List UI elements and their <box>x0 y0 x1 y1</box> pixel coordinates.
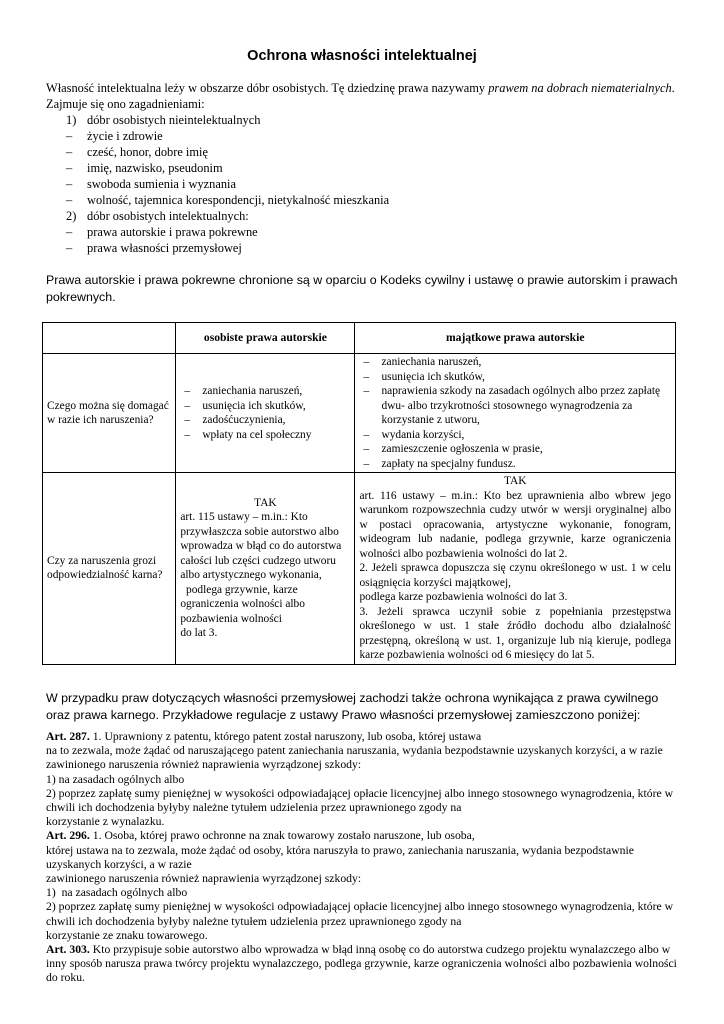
row-question: Czego można się domagać w razie ich naruszenia? <box>43 354 176 473</box>
article-296: Art. 296. 1. Osoba, której prawo ochronne na znak towarowy zostało naruszone, lub osoba, <box>46 829 475 843</box>
article-287: Art. 287. 1. Uprawniony z patentu, którego patent został naruszony, lub osoba, której ustawa <box>46 730 482 743</box>
list-item: – zadośćuczynienia, <box>180 413 350 428</box>
list-item: – wolność, tajemnica korespondencji, nietykalność mieszkania <box>66 193 390 207</box>
list-item: – prawa autorskie i prawa pokrewne <box>66 225 258 239</box>
personal-criminal-cell: TAK art. 115 ustawy – m.in.: Kto przywłaszcza sobie autorstwo albo wprowadza w błąd co do autorstwa całości lub części cudzego utworu albo artystycznego wykonania, podlega grzywnie, karze ograniczenia wolności albo pozbawienia wolności do lat 3. <box>176 473 355 665</box>
property-remedies-cell <box>355 354 676 473</box>
intro-section <box>46 80 678 256</box>
table-row <box>43 473 676 665</box>
emphasis-term: prawem na dobrach niematerialnych <box>488 81 672 95</box>
table-header-row <box>43 323 676 354</box>
intro-paragraph: Własność intelektualna leży w obszarze dóbr osobistych. Tę dziedzinę prawa nazywamy prawem na dobrach niematerialnych. Zajmuje się ono zagadnieniami: <box>46 81 675 111</box>
industrial-property-paragraph: W przypadku praw dotyczących własności przemysłowej zachodzi także ochrona wynikająca z prawa cywilnego oraz prawa karnego. Przykładowe regulacje z ustawy Prawo własności przemysłowej zamieszczono poniżej: <box>46 691 659 722</box>
header-empty-cell <box>43 323 176 354</box>
property-criminal-cell: TAK art. 116 ustawy – m.in.: Kto bez uprawnienia albo wbrew jego warunkom rozpowszechnia cudzy utwór w wersji oryginalnej albo w postaci opracowania, artystyczne wykonanie, fonogram, wideogram lub nadanie, podlega grzywnie, karze ograniczenia wolności albo pozbawienia wolności do lat 2. 2. Jeżeli sprawca dopuszcza się czynu określonego w ust. 1 w celu osiągnięcia korzyści majątkowej, podlega karze pozbawienia wolności do lat 3. 3. Jeżeli sprawca uczynił sobie z popełniania przestępstwa określonego w ust. 1 stałe źródło dochodu albo działalność przestępną, określoną w ust. 1, organizuje lub nią kieruje, podlega karze pozbawienia wolności od 6 miesięcy do lat 5. <box>355 473 676 665</box>
table-row <box>43 354 676 473</box>
list-item: – imię, nazwisko, pseudonim <box>66 161 223 175</box>
copyright-paragraph: Prawa autorskie i prawa pokrewne chronione są w oparciu o Kodeks cywilny i ustawę o prawie autorskim i prawach pokrewnych. <box>46 273 678 304</box>
list-item: – usunięcia ich skutków, <box>180 399 350 414</box>
header-personal-rights: osobiste prawa autorskie <box>176 323 355 354</box>
list-item: – usunięcia ich skutków, <box>359 370 671 385</box>
tak-label: TAK <box>503 475 527 487</box>
list-item: – wpłaty na cel społeczny <box>180 428 350 443</box>
list-item: – cześć, honor, dobre imię <box>66 145 208 159</box>
list-item: – swoboda sumienia i wyznania <box>66 177 236 191</box>
header-property-rights: majątkowe prawa autorskie <box>355 323 676 354</box>
tak-label: TAK <box>254 496 277 509</box>
list-item: – zamieszczenie ogłoszenia w prasie, <box>359 442 671 457</box>
list-item: – wydania korzyści, <box>359 428 671 443</box>
row-question: Czy za naruszenia grozi odpowiedzialność karna? <box>43 473 176 665</box>
list-item: 2) dóbr osobistych intelektualnych: <box>66 209 249 223</box>
list-item: – zaniechania naruszeń, <box>359 355 671 370</box>
personal-remedies-cell <box>176 354 355 473</box>
page-title: Ochrona własności intelektualnej <box>247 48 477 64</box>
list-item: – naprawienia szkody na zasadach ogólnych albo przez zapłatę dwu- albo trzykrotności stosownego wynagrodzenia za korzystanie z utworu, <box>359 384 671 428</box>
article-303: Art. 303. Kto przypisuje sobie autorstwo albo wprowadza w błąd inną osobę co do autorstwa cudzego projektu wynalazczego albo w inny sposób narusza prawa twórcy projektu wynalazczego, podlega grzywnie, karze ograniczenia wolności albo pozbawienia wolności do roku. <box>46 943 677 985</box>
articles-section: Art. 287. 1. Uprawniony z patentu, którego patent został naruszony, lub osoba, której ustawa na to zezwala, może żądać od naruszającego patent zaniechania naruszania, wydania bezpodstawnie uzyskanych korzyści, a w razie zawinionego naruszenia również naprawienia wyrządzonej szkody: 1) na zasadach ogólnych albo 2) poprzez zapłatę sumy pieniężnej w wysokości odpowiadającej opłacie licencyjnej albo innego stosownego wynagrodzenia, które w chwili ich dochodzenia byłyby należne tytułem udzielenia przez uprawnionego zgody na korzystanie z wynalazku. Art. 296. 1. Osoba, której prawo ochronne na znak towarowy zostało naruszone, lub osoba, której ustawa na to zezwala, może żądać od osoby, która naruszyła to prawo, zaniechania naruszania, wydania bezpodstawnie uzyskanych korzyści, a w razie zawinionego naruszenia również naprawienia wyrządzonej szkody: 1) na zasadach ogólnych albo 2) poprzez zapłatę sumy pieniężnej w wysokości odpowiadającej opłacie licencyjnej albo innego stosownego wynagrodzenia, które w chwili ich dochodzenia byłyby należne tytułem udzielenia przez uprawnionego zgody na korzystanie ze znaku towarowego. Art. 303. Kto przypisuje sobie autorstwo albo wprowadza w błąd inną osobę co do autorstwa cudzego projektu wynalazczego albo w inny sposób narusza prawa twórcy projektu wynalazczego, podlega grzywnie, karze ograniczenia wolności albo pozbawienia wolności do roku. <box>46 730 686 986</box>
rights-table <box>42 322 676 665</box>
list-item: – prawa własności przemysłowej <box>66 241 242 255</box>
list-item: – życie i zdrowie <box>66 129 163 143</box>
list-item: 1) dóbr osobistych nieintelektualnych <box>66 113 261 127</box>
list-item: – zaniechania naruszeń, <box>180 384 350 399</box>
list-item: – zapłaty na specjalny fundusz. <box>359 457 671 472</box>
